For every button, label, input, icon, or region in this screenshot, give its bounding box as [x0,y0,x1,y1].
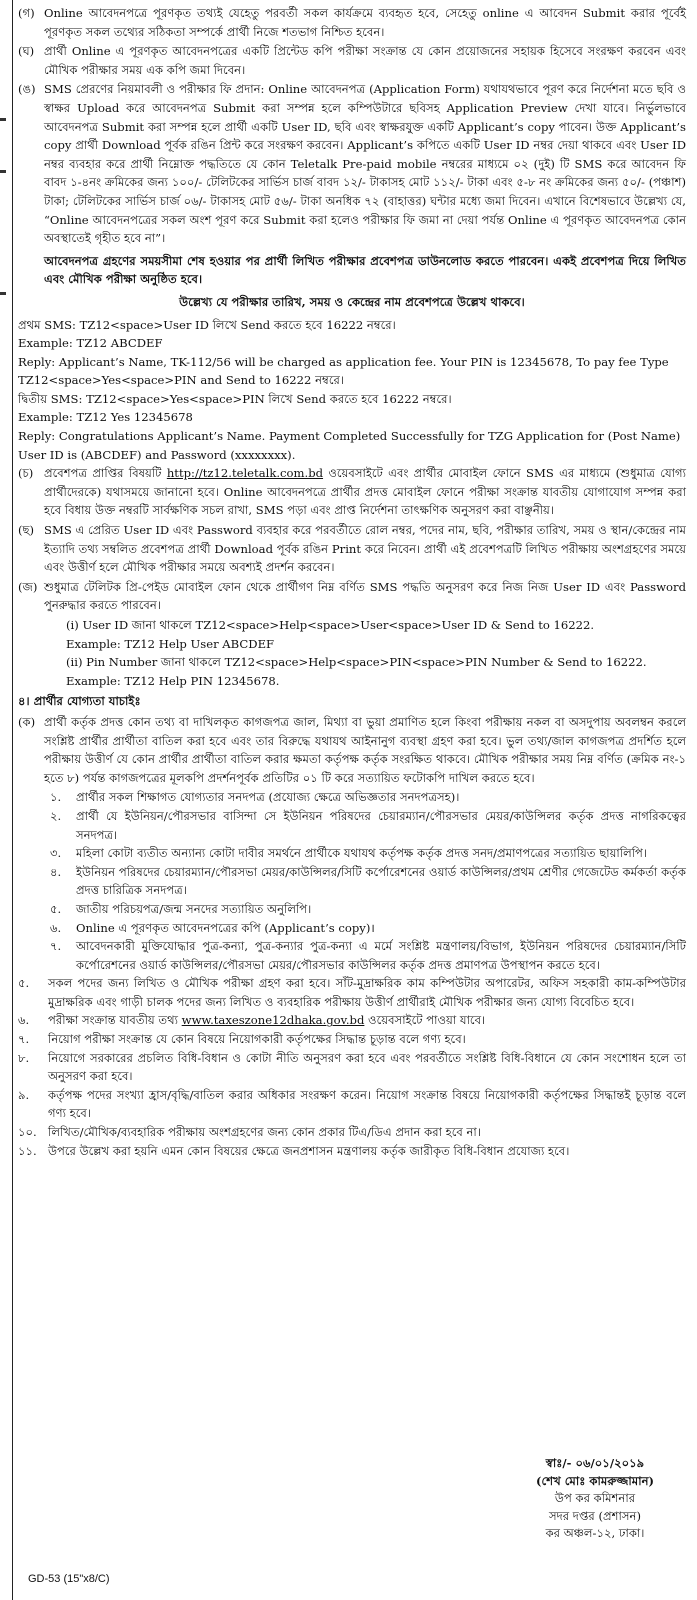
clause-number: ৬. [18,1013,30,1028]
clause-item [18,1142,686,1161]
section-4-heading: ৪। প্রার্থীর যোগ্যতা যাচাইঃ [18,694,141,709]
instruction-ga [18,4,686,41]
instruction-ja [18,578,686,615]
clause-item [18,974,686,1011]
sms-instructions [18,316,686,465]
list-number: ৩. [50,846,62,861]
list-number: ২. [50,808,62,823]
clause-number: ১০. [18,1125,37,1140]
instruction-cha [18,464,686,520]
clause-number: ৮. [18,1050,30,1065]
list-number: ১. [50,790,62,805]
item-text: ওয়েবসাইটে এবং প্রার্থীর মোবাইল ফোনে SMS এর মাধ্যমে (শুধুমাত্র যোগ্য প্রার্থীদেরকে) যথাসময়ে জানানো হবে। Online আবেদনপত্রে প্রার্থীর প্রদত্ত মোবাইল ফোনে পরীক্ষা সংক্রান্ত যাবতীয় যোগাযোগ সম্পন্ন করা হবে বিধায় উক্ত নম্বরটি সার্বক্ষণিক সচল রাখা, SMS পড়া এবং প্রাপ্ত নির্দেশনা তাৎক্ষণিক অনুসরণ করা বাঞ্ছনীয়। [44,466,686,518]
recovery-line: Example: TZ12 Help User ABCDEF [66,636,275,651]
edge-mark [0,170,6,173]
instruction-umo [18,80,686,247]
signature-date: স্বাঃ/- ০৬/০১/২০১৯ [545,1456,645,1470]
exam-date-note: উল্লেখ্য যে পরীক্ষার তারিখ, সময় ও কেন্দ্রের নাম প্রবেশপত্রে উল্লেখ থাকবে। [179,294,525,309]
list-text: আবেদনকারী মুক্তিযোদ্ধার পুত্র-কন্যা, পুত্র-কন্যার পুত্র-কন্যা এ মর্মে সংশ্লিষ্ট মন্ত্রণালয়/বিভাগ, ইউনিয়ন পরিষদের চেয়ারম্যান/সিটি কর্পোরেশনের ওয়ার্ড কাউন্সিলর/পৌরসভা মেয়র/পৌরসভার কাউন্সিলর কর্তৃক প্রদত্ত প্রমাণপত্র উপস্থাপন করতে হবে। [76,939,686,972]
item-label: (ঙ) [18,82,36,97]
list-text: Online এ পূরণকৃত আবেদনপত্রের কপি (Applicant’s copy)। [76,920,375,935]
list-item [46,844,686,863]
clause-text: কর্তৃপক্ষ পদের সংখ্যা হ্রাস/বৃদ্ধি/বাতিল করার অধিকার সংরক্ষণ করেন। নিয়োগ সংক্রান্ত বিষয়ে নিয়োগকারী কর্তৃপক্ষের সিদ্ধান্তই চূড়ান্ত বলে গণ্য হবে। [48,1087,686,1121]
recovery-sms [18,616,686,690]
clause-text: ওয়েবসাইটে পাওয়া যাবে। [364,1013,486,1028]
clause-item [18,1030,686,1049]
print-code: GD-53 (15"x8/C) [28,1573,110,1585]
list-number: ৪. [50,864,62,879]
sms-line: Reply: Applicant’s Name, TK-112/56 will be charged as application fee. Your PIN is 12345678, To pay fee Type TZ12<space>Yes<space>PIN and Send to 16222 নম্বরে। [18,354,669,388]
clause-text: লিখিত/মৌখিক/ব্যবহারিক পরীক্ষায় অংশগ্রহণের জন্য কোন প্রকার টিএ/ডিএ প্রদান করা হবে না। [48,1125,481,1140]
list-item [46,807,686,844]
item-text: Online আবেদনপত্রে পূরণকৃত তথ্যই যেহেতু পরবর্তী সকল কার্যক্রমে ব্যবহৃত হবে, সেহেতু online এ আবেদন Submit করার পূর্বেই পূরণকৃত সকল তথ্যের সঠিকতা সম্পর্কে প্রার্থী নিজে শতভাগ নিশ্চিত হবেন। [44,6,686,39]
item-label: (গ) [18,6,35,20]
list-text: প্রার্থীর সকল শিক্ষাগত যোগ্যতার সনদপত্র (প্রযোজ্য ক্ষেত্রে অভিজ্ঞতার সনদপত্রসহ)। [76,790,460,805]
item-label: (চ) [18,466,34,481]
recovery-line: (ii) Pin Number জানা থাকলে TZ12<space>Help<space>PIN<space>PIN Number & Send to 16222. [66,655,647,670]
recovery-line: Example: TZ12 Help PIN 12345678. [66,673,280,688]
sms-line: Reply: Congratulations Applicant’s Name. Payment Completed Successfully for TZG Application for (Post Name) User ID is (ABCDEF) and Password (xxxxxxxx). [18,429,681,462]
item-label: (জ) [18,579,38,594]
sms-line: Example: TZ12 Yes 12345678 [18,410,193,425]
edge-mark [0,292,6,295]
list-number: ৭. [50,939,62,954]
clause-item [18,1011,686,1030]
item-text: প্রার্থী Online এ পূরণকৃত আবেদনপত্রের একটি প্রিন্টেড কপি পরীক্ষা সংক্রান্ত যে কোন প্রয়োজনের সহায়ক হিসেবে সংরক্ষণ করবেন এবং মৌখিক পরীক্ষার সময় এক কপি জমা দিবেন। [44,44,686,77]
list-number: ৬. [50,920,62,935]
document-list [18,788,686,974]
clause-text: পরীক্ষা সংক্রান্ত যাবতীয় তথ্য [48,1013,182,1028]
left-border-line [12,0,13,1600]
list-text: জাতীয় পরিচয়পত্র/জন্ম সনদের সত্যায়িত অনুলিপি। [76,901,312,916]
instruction-gha [18,42,686,79]
list-item [46,863,686,900]
item-text: SMS প্রেরণের নিয়মাবলী ও পরীক্ষার ফি প্রদান: Online আবেদনপত্র (Application Form) যথাযথভাবে পূরণ করে নির্দেশনা মতে ছবি ও স্বাক্ষর Upload করে আবেদনপত্র Submit করা সম্পন্ন হলে কম্পিউটারে ছবিসহ Application Preview দেখা যাবে। নির্ভুলভাবে আবেদনপত্র Submit করা সম্পন্ন হলে প্রার্থী একটি User ID, ছবি এবং স্বাক্ষরযুক্ত একটি Applicant’s copy পাবেন। উক্ত Applicant’s copy প্রার্থী Download পূর্বক রঙিন প্রিন্ট করে সংরক্ষণ করবেন। Applicant’s কপিতে একটি User ID নম্বর দেয়া থাকবে এবং User ID নম্বর ব্যবহার করে প্রার্থী নিম্নোক্ত পদ্ধতিতে যে কোন Teletalk Pre-paid mobile নম্বরের মাধ্যমে ০২ (দুই) টি SMS করে আবেদন ফি বাবদ ১-৪নং ক্রমিকের জন্য ১০০/- টেলিটকের সার্ভিস চার্জ বাবদ ১২/- টাকাসহ মোট ১১২/- টাকা এবং ৫-৮ নং ক্রমিকের জন্য ৫০/- (পঞ্চাশ) টাকা; টেলিটকের সার্ভিস চার্জ ০৬/- টাকাসহ মোট ৫৬/- টাকা অনধিক ৭২ (বাহাত্তর) ঘন্টার মধ্যে জমা দিবেন। এখানে বিশেষভাবে উল্লেখ্য যে, “Online আবেদনপত্রের সকল অংশ পূরণ করে Submit করা হলেও পরীক্ষার ফি জমা না দেয়া পর্যন্ত Online এ পূরণকৃত আবেদনপত্র কোন অবস্থাতেই গৃহীত হবে না”। [44,82,686,246]
signatory-office: সদর দপ্তর (প্রশাসন) [549,1508,641,1523]
item-label: (ঘ) [18,44,35,59]
clause-number: ১১. [18,1143,37,1158]
item-text: প্রার্থী কর্তৃক প্রদত্ত কোন তথ্য বা দাখিলকৃত কাগজপত্র জাল, মিথ্যা বা ভুয়া প্রমাণিত হলে কিংবা পরীক্ষায় নকল বা অসদুপায় অবলম্বন করলে সংশ্লিষ্ট প্রার্থীর প্রার্থীতা বাতিল করা হবে এবং তার বিরুদ্ধে যথাযথ আইনানুগ ব্যবস্থা গ্রহণ করা হবে। ভুল তথ্য/জাল কাগজপত্র প্রদর্শিত হলে পরীক্ষায় উত্তীর্ণ যে কোন প্রার্থীর প্রার্থীতা বাতিল করার ক্ষমতা কর্তৃপক্ষ কর্তৃক সংরক্ষিত থাকবে। মৌখিক পরীক্ষার সময় নিম্ন বর্ণিত (ক্রমিক নং-১ হতে ৮) পর্যন্ত কাগজপত্রের মূলকপি প্রদর্শনপূর্বক প্রতিটির ০১ টি করে সত্যায়িত ফটোকপি দাখিল করতে হবে। [44,714,686,785]
list-text: মহিলা কোটা ব্যতীত অন্যান্য কোটা দাবীর সমর্থনে প্রার্থীকে যথাযথ কর্তৃপক্ষ কর্তৃক প্রদত্ত সনদ/প্রমাণপত্রের সত্যায়িত ছায়ালিপি। [76,846,648,861]
admit-card-note: আবেদনপত্র গ্রহণের সময়সীমা শেষ হওয়ার পর প্রার্থী লিখিত পরীক্ষার প্রবেশপত্র ডাউনলোড করতে পারবেন। একই প্রবেশপত্র দিয়ে লিখিত এবং মৌখিক পরীক্ষা অনুষ্ঠিত হবে। [44,253,686,287]
clause-item [18,1123,686,1142]
clause-text: নিয়োগে সরকারের প্রচলিত বিধি-বিধান ও কোটা নীতি অনুসরণ করা হবে এবং পরবর্তীতে সংশ্লিষ্ট বিধি-বিধানে যে কোন সংশোধন হলে তা অনুসরণ করা হবে। [48,1050,687,1084]
taxes-zone-link[interactable]: www.taxeszone12dhaka.gov.bd [181,1013,365,1028]
list-item [46,900,686,919]
numbered-clauses [18,974,686,1160]
item-text: শুধুমাত্র টেলিটক প্রি-পেইড মোবাইল ফোন থেকে প্রার্থীগণ নিম্ন বর্ণিত SMS পদ্ধতি অনুসরণ করে নিজ নিজ User ID এবং Password পুনরুদ্ধার করতে পারবেন। [44,579,686,613]
item-text: প্রবেশপত্র প্রাপ্তির বিষয়টি [44,466,167,481]
sms-line: প্রথম SMS: TZ12<space>User ID লিখে Send করতে হবে 16222 নম্বরে। [18,317,396,332]
signatory-title: উপ কর কমিশনার [554,1491,636,1505]
teletalk-link[interactable]: http://tz12.teletalk.com.bd [166,466,324,481]
signatory-zone: কর অঞ্চল-১২, ঢাকা। [545,1526,645,1540]
clause-item [18,1086,686,1123]
list-number: ৫. [50,901,62,916]
edge-mark [0,118,6,121]
clause-item [18,1049,686,1086]
clause-text: উপরে উল্লেখ করা হয়নি এমন কোন বিষয়ের ক্ষেত্রে জনপ্রশাসন মন্ত্রণালয় কর্তৃক জারীকৃত বিধি-বিধান প্রযোজ্য হবে। [48,1143,570,1158]
clause-number: ৫. [18,976,30,991]
clause-text: নিয়োগ পরীক্ষা সংক্রান্ত যে কোন বিষয়ে নিয়োগকারী কর্তৃপক্ষের সিদ্ধান্ত চূড়ান্ত বলে গণ্য হবে। [48,1032,466,1047]
clause-number: ৯. [18,1087,30,1102]
list-item [46,919,686,938]
list-item [46,937,686,974]
signatory-name: (শেখ মোঃ কামরুজ্জামান) [536,1473,654,1488]
sms-line: Example: TZ12 ABCDEF [18,336,163,351]
list-text: প্রার্থী যে ইউনিয়ন/পৌরসভার বাসিন্দা সে ইউনিয়ন পরিষদের চেয়ারম্যান/পৌরসভার মেয়র/কাউন্সিলর কর্তৃক প্রদত্ত নাগরিকত্বের সনদপত্র। [76,808,686,842]
item-label: (ছ) [18,523,35,538]
signature-block [505,1455,685,1543]
document-body [18,4,686,1160]
instruction-chha [18,521,686,577]
clause-number: ৭. [18,1032,30,1047]
list-item [46,788,686,807]
item-label: (ক) [18,714,36,729]
instruction-ka [18,713,686,787]
list-text: ইউনিয়ন পরিষদের চেয়ারম্যান/পৌরসভা মেয়র/কাউন্সিলর/সিটি কর্পোরেশনের ওয়ার্ড কাউন্সিলর/প্রথম শ্রেণীর গেজেটেড কর্মকর্তা কর্তৃক প্রদত্ত চারিত্রিক সনদপত্র। [76,864,686,898]
item-text: SMS এ প্রেরিত User ID এবং Password ব্যবহার করে পরবর্তীতে রোল নম্বর, পদের নাম, ছবি, পরীক্ষার তারিখ, সময় ও স্থান/কেন্দ্রের নাম ইত্যাদি তথ্য সম্বলিত প্রবেশপত্র প্রার্থী Download পূর্বক রঙিন Print করে নিবেন। প্রার্থী এই প্রবেশপত্রটি লিখিত পরীক্ষায় অংশগ্রহণের সময়ে এবং উত্তীর্ণ হলে মৌখিক পরীক্ষার সময়ে অবশ্যই প্রদর্শন করবেন। [44,523,686,575]
sms-line: দ্বিতীয় SMS: TZ12<space>Yes<space>PIN লিখে Send করতে হবে 16222 নম্বরে। [18,391,452,406]
recovery-line: (i) User ID জানা থাকলে TZ12<space>Help<space>User<space>User ID & Send to 16222. [66,618,595,632]
clause-text: সকল পদের জন্য লিখিত ও মৌখিক পরীক্ষা গ্রহণ করা হবে। সাঁট-মুদ্রাক্ষরিক কাম কম্পিউটার অপারেটর, অফিস সহকারী কাম-কম্পিউটার মুদ্রাক্ষরিক এবং গাড়ী চালক পদের জন্য লিখিত ও ব্যবহারিক পরীক্ষায় উত্তীর্ণ প্রার্থীরাই মৌখিক পরীক্ষার জন্য যোগ্য বিবেচিত হবে। [48,976,686,1009]
